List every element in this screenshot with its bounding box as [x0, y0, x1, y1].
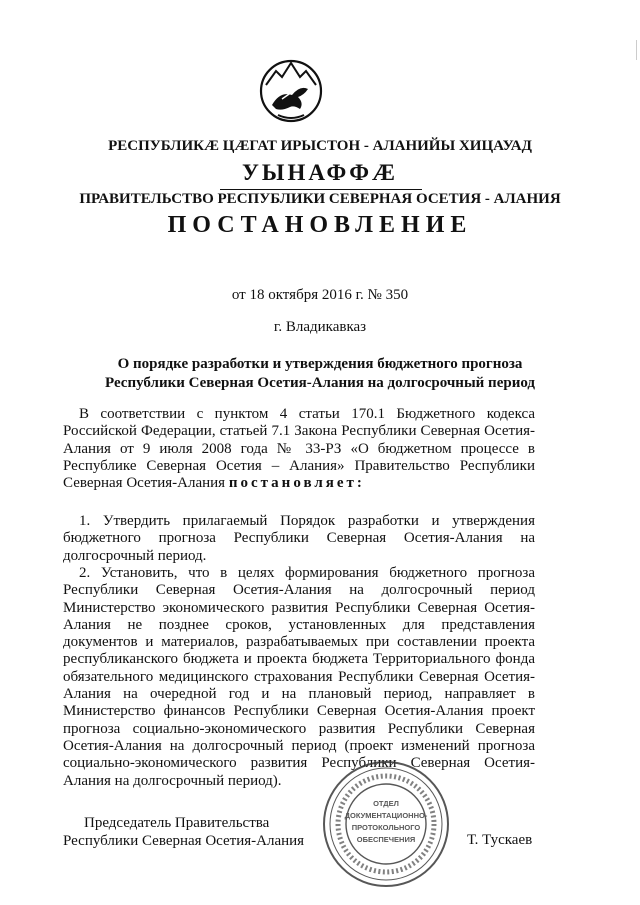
title-line: О порядке разработки и утверждения бюджетного прогноза: [117, 356, 523, 372]
coat-of-arms-icon: [258, 55, 324, 125]
city: г. Владикавказ: [273, 319, 367, 335]
decree-word-ossetian: УЫНАФФÆ: [241, 160, 399, 185]
stamp-text: ОБЕСПЕЧЕНИЯ: [356, 835, 416, 844]
position-line: Республики Северная Осетия-Алания: [63, 833, 305, 849]
title-line: Республики Северная Осетия-Алания на долгосрочный период: [105, 375, 535, 391]
position-line: Председатель Правительства: [84, 815, 270, 831]
stamp-text: ПРОТОКОЛЬНОГО: [351, 823, 421, 832]
header-rule: [220, 189, 422, 190]
preamble-text: В соответствии с пунктом 4 статьи 170.1 Бюджетного кодекса Российской Федерации, статьей 7.1 Закона Республики Северная Осетия-Алания от 9 июля 2008 года № 33-РЗ «О бюджетном процессе в Республике Северная Осетия – Алания» Правительство Республики Северная Осетия-Алания: [63, 406, 535, 492]
document-type: ПОСТАНОВЛЕНИЕ: [167, 212, 473, 238]
stamp-text: ДОКУМЕНТАЦИОННО-: [344, 811, 428, 820]
republic-name-ossetian: РЕСПУБЛИКÆ ЦÆГАТ ИРЫСТОН - АЛАНИЙЫ ХИЦАУАД: [108, 138, 532, 154]
signatory-position: [63, 814, 304, 850]
resolves-word: постановляет:: [228, 475, 365, 492]
government-name: ПРАВИТЕЛЬСТВО РЕСПУБЛИКИ СЕВЕРНАЯ ОСЕТИЯ - АЛАНИЯ: [79, 191, 561, 207]
margin-mark: [636, 40, 637, 60]
signatory-name: Т. Тускаев: [467, 832, 533, 848]
clause-1: 1. Утвердить прилагаемый Порядок разработки и утверждения бюджетного прогноза Республики Северная Осетия-Алания на долгосрочный период.: [63, 513, 535, 564]
date-and-number: от 18 октября 2016 г. № 350: [231, 287, 409, 303]
clause-2: 2. Установить, что в целях формирования бюджетного прогноза Республики Северная Осетия-Алания на долгосрочный период Министерство экономического развития Республики Северная Осетия-Алания не позднее сроков, установленных для представления документов и материалов, разрабатываемых при составлении проекта республиканского бюджета и проекта бюджета Территориального фонда обязательного медицинского страхования Республики Северная Осетия-Алания на очередной год и на плановый период, направляет в Министерство финансов Республики Северная Осетия-Алания проект прогноза социально-экономического развития Республики Северная Осетия-Алания на долгосрочный период (проект изменений прогноза социально-экономического развития Республики Северная Осетия-Алания на долгосрочный период).: [63, 565, 535, 789]
stamp-text: ОТДЕЛ: [373, 799, 399, 808]
preamble-paragraph: [63, 406, 535, 492]
document-title: [60, 355, 580, 393]
official-stamp-icon: [320, 758, 452, 890]
